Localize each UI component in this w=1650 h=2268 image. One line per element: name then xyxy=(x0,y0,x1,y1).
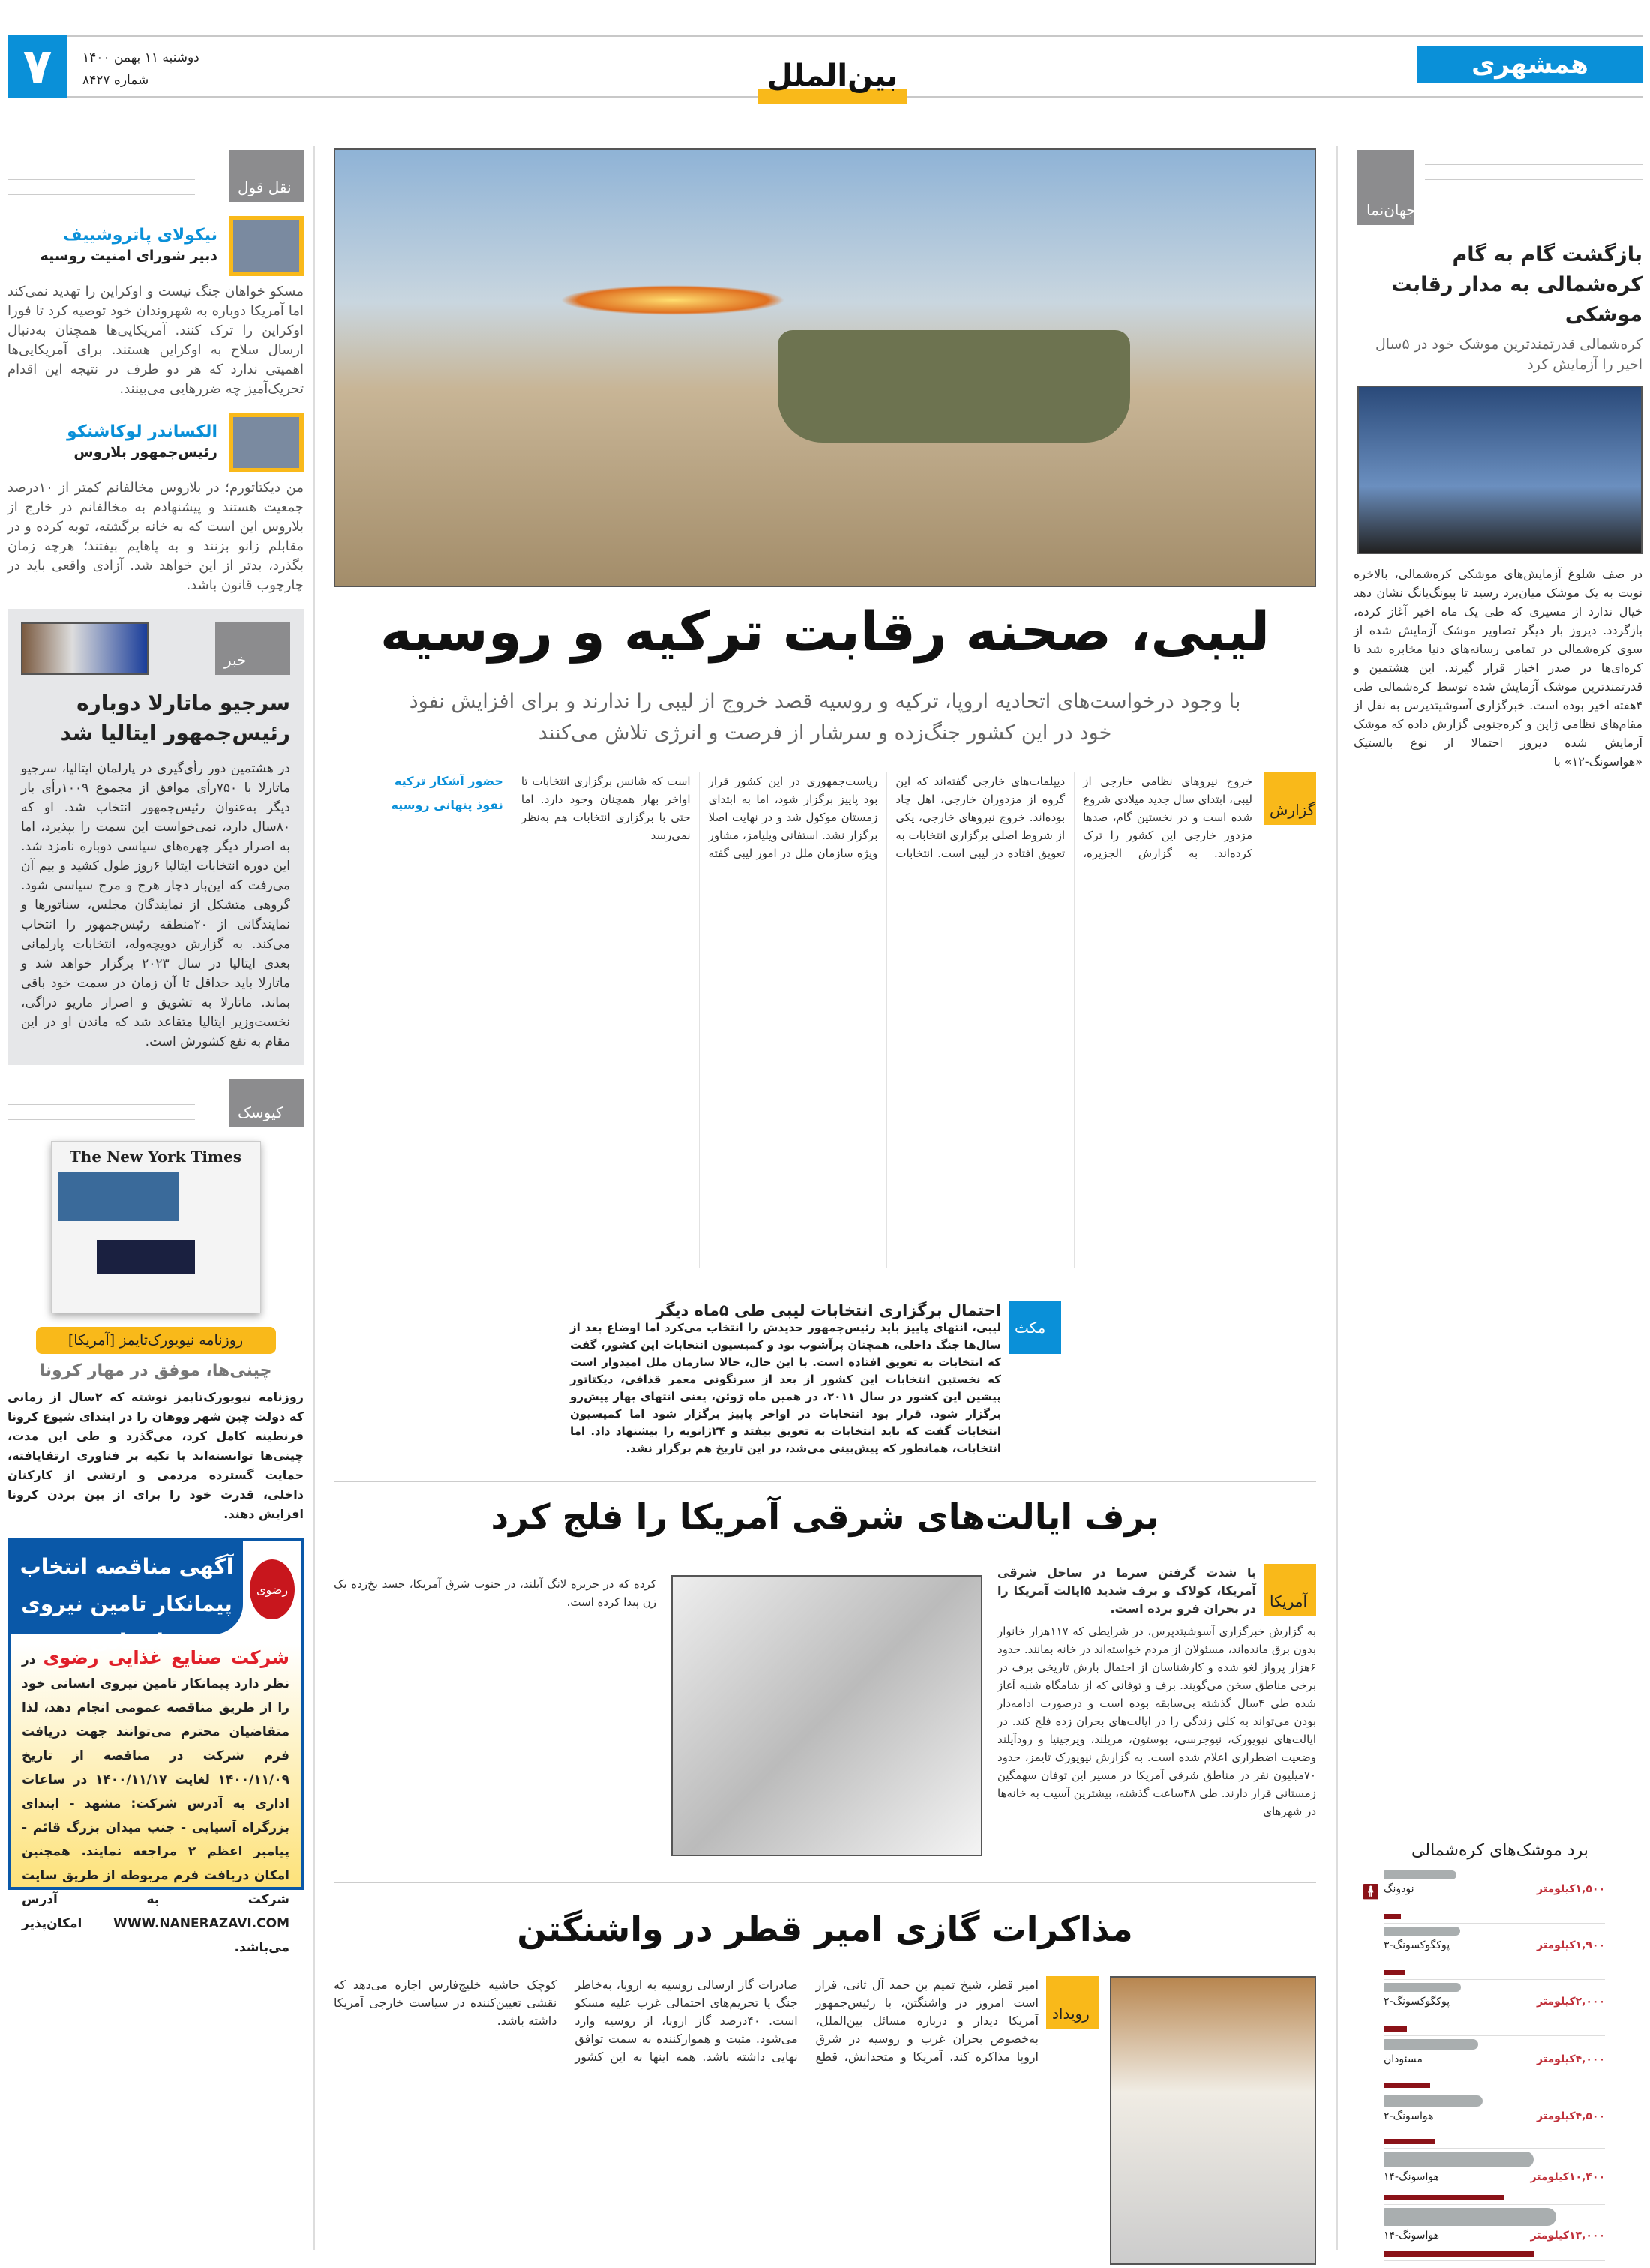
missile-name: هواسونگ-۲ xyxy=(1384,2110,1434,2122)
page-number: ۷ xyxy=(8,35,68,98)
missile-name: نودونگ xyxy=(1384,1883,1414,1895)
pause-label: مکث xyxy=(1009,1301,1061,1354)
razavi-logo: رضوی xyxy=(250,1559,295,1619)
snow-headline: برف ایالت‌های شرقی آمریکا را فلج کرد xyxy=(490,1496,1160,1537)
range-bar xyxy=(1384,2139,1436,2144)
range-label: ۱۳,۰۰۰کیلومتر xyxy=(1530,2230,1605,2242)
box-text: لیبی، انتهای پاییز باید رئیس‌جمهور جدیدش را انتخاب می‌کرد اما اوضاع بعد از سال‌ها جنگ داخلی، همچنان پرآشوب بود و کمیسیون انتخابات این کشور، گفت که انتخابات به تعویق افتاده است. با این حال، حالا سازمان ملل امیدوار است که نخستین انتخابات این کشور از بعد از سرنگونی معمر قذافی، دیکتاتور پیشین این کشور در سال ۲۰۱۱، در همین ماه ژوئن، یعنی انتهای بهار پیش‌رو برگزار شود. قرار بود انتخابات در اواخر پاییز برگزار شود اما کمیسیون انتخابات گفت که باید انتخابات به تعویق بیفتد و ۲۴ژانویه را پیشنهاد داد. اما انتخابات، همانطور که پیش‌بینی می‌شد، در این تاریخ هم برگزار نشد. xyxy=(570,1321,1001,1455)
issue-number: شماره ۸۴۲۷ xyxy=(82,73,149,88)
subhead-russia: نفوذ پنهانی روسیه xyxy=(391,798,503,812)
missile-icon xyxy=(1384,1983,1461,1992)
range-label: ۱,۹۰۰کیلومتر xyxy=(1537,1940,1605,1952)
range-label: ۴,۵۰۰کیلومتر xyxy=(1537,2110,1605,2122)
missile-range-chart xyxy=(1358,1841,1642,2261)
tank-photo xyxy=(334,148,1316,587)
chart-row xyxy=(1384,2092,1605,2149)
news-title: سرجیو ماتارلا دوباره رئیس‌جمهور ایتالیا شد xyxy=(60,691,290,746)
nk-article xyxy=(1354,240,1642,771)
quotes-label: نقل قول xyxy=(229,150,304,202)
report-label: گزارش xyxy=(1264,772,1316,825)
avatar xyxy=(229,412,304,472)
mattarella-photo xyxy=(21,622,148,675)
ad-text xyxy=(22,1646,290,1960)
quote-role: دبیر شورای امنیت روسیه xyxy=(40,247,218,264)
snow-article xyxy=(998,1564,1316,1820)
emir-photo xyxy=(1110,1976,1316,2265)
missile-name: هواسونگ-۱۴ xyxy=(1384,2171,1439,2183)
america-label: آمریکا xyxy=(1264,1564,1316,1616)
nk-subtitle: کره‌شمالی قدرتمندترین موشک خود در ۵سال اخیر را آزمایش کرد xyxy=(1375,336,1642,373)
snow-tail: کرده که در جزیره لانگ آیلند، در جنوب شرق آمریکا، جسد یخ‌زده یک زن پیدا کرده است. xyxy=(334,1577,656,1609)
missile-name: مسئودان xyxy=(1384,2054,1423,2066)
chart-row xyxy=(1384,2036,1605,2092)
quote-author: الکساندر لوکاشنکو xyxy=(67,422,218,441)
qatar-headline: مذاکرات گازی امیر قطر در واشنگتن xyxy=(517,1909,1133,1949)
kiosk-title: چینی‌ها، موفق در مهار کرونا xyxy=(39,1361,272,1380)
chart-title: برد موشک‌های کره‌شمالی xyxy=(1412,1841,1588,1860)
main-headline: لیبی، صحنه رقابت ترکیه و روسیه xyxy=(380,600,1270,663)
range-bar xyxy=(1384,2083,1430,2088)
chart-row xyxy=(1384,1868,1605,1924)
main-article-body xyxy=(334,772,1252,1268)
missile-name: پوکگوکسونگ-۳ xyxy=(1384,1940,1450,1952)
qatar-body: امیر قطر، شیخ تمیم بن حمد آل ثانی، قرار است امروز در واشنگتن، با رئیس‌جمهور آمریکا دیدار و درباره مسائل بین‌الملل، به‌خصوص بحران غرب و روسیه در شرق اروپا مذاکره کند. آمریکا و متحدانش، قطع صادرات گاز ارسالی روسیه به اروپا، به‌خاطر جنگ یا تحریم‌های احتمالی غرب علیه مسکو است. ۴۰درصد گاز اروپا، از روسیه وارد می‌شود. مثبت و هموارکننده به سمت توافق نهایی داشته باشد. همه اینها به این کشور کوچک حاشیه خلیج‌فارس اجازه می‌دهد که نقشی تعیین‌کننده در سیاست خارجی آمریکا داشته باشد. xyxy=(334,1978,1039,2064)
paper-masthead: The New York Times xyxy=(58,1148,254,1166)
missile-launch-photo xyxy=(1358,386,1642,554)
nk-headline: بازگشت گام به گام کره‌شمالی به مدار رقابت موشکی xyxy=(1391,243,1642,326)
range-bar xyxy=(1384,2252,1534,2257)
main-body-text: خروج نیروهای نظامی خارجی از لیبی، ابتدای سال جدید میلادی شروع شده است و در نخستین گام، صدها مزدور خارجی این کشور را ترک کرده‌اند. به گزارش الجزیره، دیپلمات‌های خارجی گفته‌اند که این گروه از مزدوران خارجی، اهل چاد بوده‌اند. خروج نیروهای خارجی، یکی از شروط اصلی برگزاری انتخابات به تعویق افتاده در لیبی است. انتخابات ریاست‌جمهوری در این کشور قرار بود پاییز برگزار شود، اما به ابتدای زمستان موکول شد و در نهایت اصلا برگزار نشد. استفانی ویلیامز، مشاور ویژه سازمان ملل در امور لیبی گفته است که شانس برگزاری انتخابات تا اواخر بهار همچنان وجود دارد. اما حتی با برگزاری انتخابات هم به‌نظر نمی‌رسد xyxy=(520,775,1252,860)
missile-icon xyxy=(1384,2152,1534,2168)
paper-label: روزنامه نیویورک‌تایمز [آمریکا] xyxy=(36,1327,276,1354)
missile-icon xyxy=(1384,1870,1456,1880)
newspaper-front-page-image xyxy=(51,1141,261,1313)
range-label: ۱۰,۴۰۰کیلومتر xyxy=(1530,2171,1605,2183)
chart-row xyxy=(1384,2149,1605,2205)
range-bar xyxy=(1384,2026,1407,2032)
newspaper-logo: همشهری xyxy=(1418,46,1642,82)
nk-body: در صف شلوغ آزمایش‌های موشکی کره‌شمالی، بالاخره نوبت به یک موشک میان‌برد رسید تا پیونگ‌یانگ نشان دهد خیال ندارد از مسیری که طی یک ماه اخیر آغاز کرده، بازگردد. دیروز بار دیگر تصاویر موشک آزمایش شده از سوی کره‌شمالی در تمامی رسانه‌های دنیا مخابره شد تا کره‌ای‌ها در صدر اخبار قرار گیرند. این هشتمین و قدرتمندترین موشک آزمایش شده توسط کره‌شمالی طی ۴هفته اخیر بوده است. خبرگزاری آسوشیتدپرس به نقل از مقام‌های نظامی ژاپن و کره‌جنوبی گزارش داده که موشک آزمایش شده دیروز احتمالا از نوع بالستیک «هواسونگ-۱۲» با xyxy=(1354,567,1642,769)
news-text: در هشتمین دور رأی‌گیری در پارلمان ایتالیا، سرجیو ماتارلا با ۷۵۰رأی موافق از مجموع ۱۰۰۹رأی بار دیگر به‌عنوان رئیس‌جمهور انتخاب شد. او که ۸۰سال دارد، نمی‌خواست این سمت را بپذیرد، اما به اصرار دیگر چهره‌های سیاسی دوباره نامزد شد. این دوره انتخابات ایتالیا ۶روز طول کشید و بیم آن می‌رفت که این‌بار دچار هرج و مرج سیاسی شود. گروهی متشکل از نمایندگان مجلس، سناتورها و نمایندگانی از ۲۰منطقه رئیس‌جمهور را انتخاب می‌کند. به گزارش دویچه‌وله، انتخابات پارلمانی بعدی ایتالیا در سال ۲۰۲۳ برگزار خواهد شد و ماتارلا باید حداقل تا آن زمان در سمت خود باقی بماند. ماتارلا به تشویق و اصرار ماریو دراگی، نخست‌وزیر ایتالیا متقاعد شد که ماندن او در این مقام به نفع کشورش است. xyxy=(21,761,291,1049)
range-bar xyxy=(1384,1914,1401,1919)
avatar xyxy=(229,216,304,276)
snow-photo xyxy=(671,1575,982,1856)
quote-1 xyxy=(8,216,304,399)
snow-body: به گزارش خبرگزاری آسوشیتدپرس، در شرایطی که ۱۱۷هزار خانوار بدون برق مانده‌اند، مسئولان از مردم خواسته‌اند در خانه بمانند. حدود ۶هزار پرواز لغو شده و کارشناسان از احتمال بارش تاریخی برف در برخی مناطق سخن می‌گویند. برف و توفانی که از شامگاه شنبه آغاز شده طی ۴سال گذشته بی‌سابقه بوده است و درصورت ادامه‌دار بودن می‌تواند به کلی زندگی را در ایالت‌های بحران زده فلج کند. در ایالت‌های نیویورک، نیوجرسی، بوستون، مریلند، ویرجینیا و رودآیلند وضعیت اضطراری اعلام شده است. به گزارش نیویورک تایمز، حدود ۷۰میلیون نفر در مناطق شرقی آمریکا در مسیر این توفان سهمگین زمستانی قرار دارند. طی ۴۸ساعت گذشته، بیشترین آسیب به خانه‌ها در شهرهای xyxy=(998,1624,1317,1818)
kiosk-text: روزنامه نیویورک‌تایمز نوشته که ۲سال از زمانی که دولت چین شهر ووهان را در ابتدای شیوع کرونا قرنطینه کامل کرد، می‌گذرد و طی این مدت، چینی‌ها توانسته‌اند با تکیه بر فناوری ارتقایافته، حمایت گسترده مردمی و ارتشی از کارکنان داخلی، قدرت خود را برای از بین بردن کرونا افزایش دهند. xyxy=(8,1390,304,1521)
quote-2 xyxy=(8,412,304,596)
election-box xyxy=(570,1301,1001,1457)
ad-title: آگهی مناقصه انتخاب پیمانکار تامین نیروی انسانی xyxy=(10,1540,243,1634)
missile-icon xyxy=(1384,1927,1460,1936)
missile-name: پوکگوکسونگ-۲ xyxy=(1384,1996,1450,2008)
news-label: خبر xyxy=(215,622,290,675)
chart-row xyxy=(1384,2205,1605,2261)
news-box xyxy=(8,609,304,1065)
issue-date: دوشنبه ۱۱ بهمن ۱۴۰۰ xyxy=(82,50,200,65)
quote-role: رئیس‌جمهور بلاروس xyxy=(74,443,218,460)
missile-name: هواسونگ-۱۴ xyxy=(1384,2230,1439,2242)
quote-text: مسکو خواهان جنگ نیست و اوکراین را تهدید نمی‌کند اما آمریکا دوباره به شهروندان خود توصیه کرد تا فورا اوکراین را ترک کنند. آمریکایی‌ها همچنان به‌دنبال ارسال سلاح به اوکراین هستند. برای آمریکایی‌ها اهمیتی ندارد که هر دو طرف در نتیجه این اقدام تحریک‌آمیز چه ضررهایی می‌بینند. xyxy=(8,284,304,397)
chart-row xyxy=(1384,1980,1605,2036)
missile-icon xyxy=(1384,2096,1483,2107)
event-label: رویداد xyxy=(1046,1976,1099,2029)
kiosk-label: کیوسک xyxy=(229,1078,304,1127)
person-scale-icon: 🚹︎ xyxy=(1361,1882,1381,1900)
range-label: ۲,۰۰۰کیلومتر xyxy=(1537,1996,1605,2008)
ad-company: شرکت صنایع غذایی رضوی xyxy=(43,1647,290,1668)
snow-lead: با شدت گرفتن سرما در ساحل شرقی آمریکا، کولاک و برف شدید ۵ایالت آمریکا را در بحران فرو برده است. xyxy=(998,1565,1256,1616)
ad-body-2: همچنین امکان دریافت فرم مربوطه از طریق سایت شرکت به آدرس xyxy=(22,1844,290,1907)
world-label: جهان‌نما xyxy=(1358,150,1414,225)
range-label: ۱,۵۰۰کیلومتر xyxy=(1537,1883,1605,1895)
quote-text: من دیکتاتورم؛ در بلاروس مخالفانم کمتر از ۱۰درصد جمعیت هستند و پیشنهادم به مخالفانم در خارج از بلاروس این است که به خانه برگشته، توبه کرده و در مقابلم زانو بزنند و به پاهایم بیفتند؛ هرچه زمان بگذرد، بدتر از این خواهد شد. آزادی واقعی باید در چارچوب قانون باشد. xyxy=(8,480,304,593)
decorative-lines xyxy=(8,1090,195,1127)
ad-website-link[interactable]: WWW.NANERAZAVI.COM xyxy=(113,1916,290,1931)
main-deck: با وجود درخواست‌های اتحادیه اروپا، ترکیه و روسیه قصد خروج از لیبی را ندارند و برای افزایش نفوذ خود در این کشور جنگ‌زده و سرشار از فرصت و انرژی تلاش می‌کنند xyxy=(409,690,1241,745)
range-label: ۴,۰۰۰کیلومتر xyxy=(1537,2054,1605,2066)
chart-row xyxy=(1384,1924,1605,1980)
ad-body: در نظر دارد پیمانکار تامین نیروی انسانی خود را از طریق مناقصه عمومی انجام دهد، لذا متقاضیان محترم می‌توانند جهت دریافت فرم شرکت در مناقصه از تاریخ ۱۴۰۰/۱۱/۰۹ لغایت ۱۴۰۰/۱۱/۱۷ در ساعات اداری به آدرس شرکت: مشهد - ابتدای بزرگراه آسیایی - جنب میدان بزرگ قائم - پیامبر اعظم ۲ مراجعه نمایند. xyxy=(22,1652,290,1859)
left-column xyxy=(8,150,304,1955)
decorative-lines xyxy=(1425,158,1642,188)
range-bar xyxy=(1384,2195,1504,2200)
section-label: بین‌الملل xyxy=(766,58,898,93)
subhead-turkey: حضور آشکار ترکیه xyxy=(394,774,503,788)
box-title: احتمال برگزاری انتخابات لیبی طی ۵ماه دیگر xyxy=(656,1301,1001,1319)
range-bar xyxy=(1384,1970,1406,1976)
section-title xyxy=(758,58,908,104)
issue-info xyxy=(82,46,200,92)
decorative-lines xyxy=(8,165,195,202)
tender-advertisement[interactable] xyxy=(8,1538,304,1955)
ad-body-3: امکان‌پذیر می‌باشد. xyxy=(22,1916,290,1955)
missile-icon xyxy=(1384,2208,1556,2226)
quote-author: نیکولای پاتروشییف xyxy=(63,225,218,244)
missile-icon xyxy=(1384,2039,1478,2050)
